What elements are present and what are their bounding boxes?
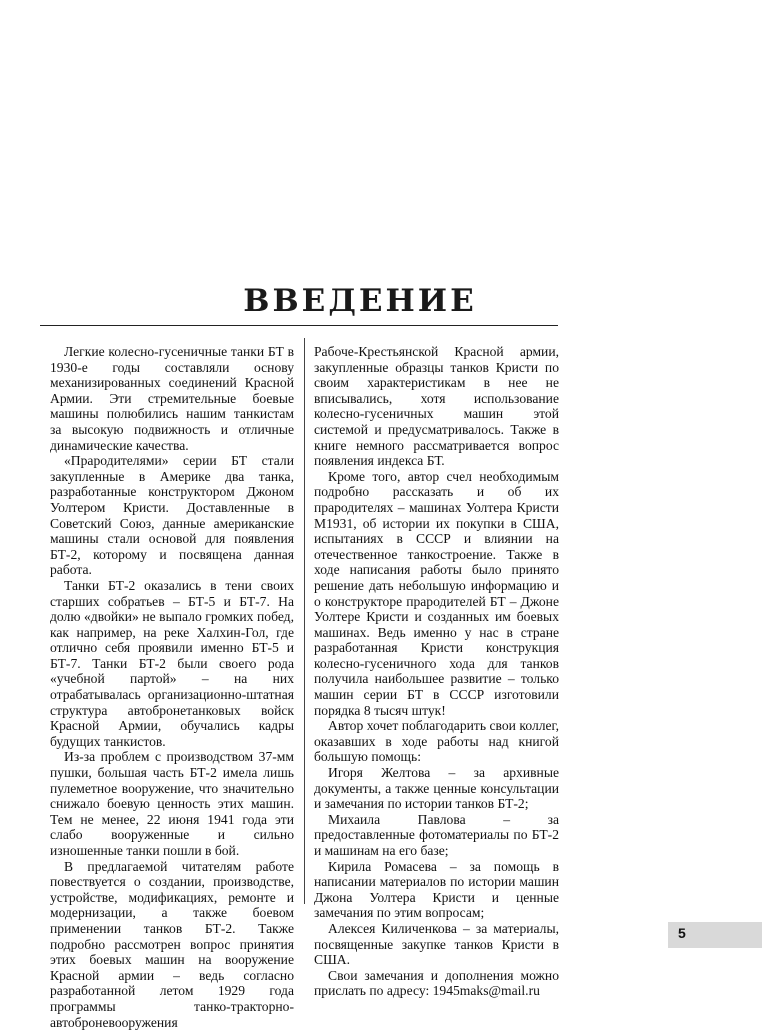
paragraph: Автор хочет поблагодарить свои коллег, оказавших в ходе работы над книгой большую помощь: <box>314 718 559 765</box>
left-column <box>50 344 294 1030</box>
paragraph: Кроме того, автор счел необходимым подробно рассказать и об их прародителях – машинах Уолтера Кристи М1931, об истории их покупки в США, испытаниях в СССР и влиянии на отечественное танкостроение. Также в ходе написания работы было принято решение дать небольшую информацию и о конструкторе прародителей БТ – Джоне Уолтере Кристи и созданных им боевых машинах. Ведь именно у нас в стране разработанная Кристи конструкция колесно-гусеничного хода для танков получила наибольшее развитие – только машин серии БТ в СССР изготовили порядка 8 тысяч штук! <box>314 468 559 718</box>
paragraph-continuation: Рабоче-Крестьянской Красной армии, закупленные образцы танков Кристи по своим характеристикам в нее не вписывались, хотя использование колесно-гусеничных машин этой системой и предусматривалось. Также в книге немного рассматривается вопрос появления индекса БТ. <box>314 344 559 469</box>
paragraph: «Прародителями» серии БТ стали закупленные в Америке два танка, разработанные конструктором Джоном Уолтером Кристи. Доставленные в Советский Союз, данные американские машины стали основой для появления БТ-2, которому и посвящена данная работа. <box>50 453 294 578</box>
paragraph: Алексея Киличенкова – за материалы, посвященные закупке танков Кристи в США. <box>314 920 559 968</box>
page-title: ВВЕДЕНИЕ <box>243 283 477 319</box>
column-divider <box>304 338 305 904</box>
title-underline <box>40 325 558 326</box>
paragraph: Танки БТ-2 оказались в тени своих старших собратьев – БТ-5 и БТ-7. На долю «двойки» не выпало громких побед, как например, на реке Халхин-Гол, где отлично себя проявили именно БТ-5 и БТ-7. Танки БТ-2 были своего рода «учебной партой» – на них отрабатывалась организационно-штатная структура автобронетанковых войск Красной Армии, обучались кадры будущих танкистов. <box>50 577 294 749</box>
page-number: 5 <box>678 925 686 941</box>
paragraph: В предлагаемой читателям работе повествуется о создании, производстве, устройстве, модификациях, ремонте и модернизации, а также боевом применении танков БТ-2. Также подробно рассмотрен вопрос принятия этих боевых машин на вооружение Красной армии – ведь согласно разработанной летом 1929 года программы танко-тракторно-автоброневооружения <box>50 858 294 1030</box>
paragraph: Свои замечания и дополнения можно прислать по адресу: 1945maks@mail.ru <box>314 967 559 999</box>
paragraph: Легкие колесно-гусеничные танки БТ в 1930-е годы составляли основу механизированных соединений Красной Армии. Эти стремительные боевые машины полюбились нашим танкистам за высокую подвижность и отличные динамические качества. <box>50 344 294 453</box>
paragraph: Игоря Желтова – за архивные документы, а также ценные консультации и замечания по истории танков БТ-2; <box>314 765 559 812</box>
right-column <box>314 344 559 999</box>
paragraph: Кирила Ромасева – за помощь в написании материалов по истории машин Джона Уолтера Кристи и ценные замечания по этим вопросам; <box>314 858 559 921</box>
page-number-tab <box>668 922 762 948</box>
paragraph: Из-за проблем с производством 37-мм пушки, большая часть БТ-2 имела лишь пулеметное вооружение, что значительно снижало боевую ценность этих машин. Тем не менее, 22 июня 1941 года эти слабо вооруженные и сильно изношенные танки пошли в бой. <box>50 749 294 858</box>
paragraph: Михаила Павлова – за предоставленные фотоматериалы по БТ-2 и машинам на его базе; <box>314 811 559 858</box>
